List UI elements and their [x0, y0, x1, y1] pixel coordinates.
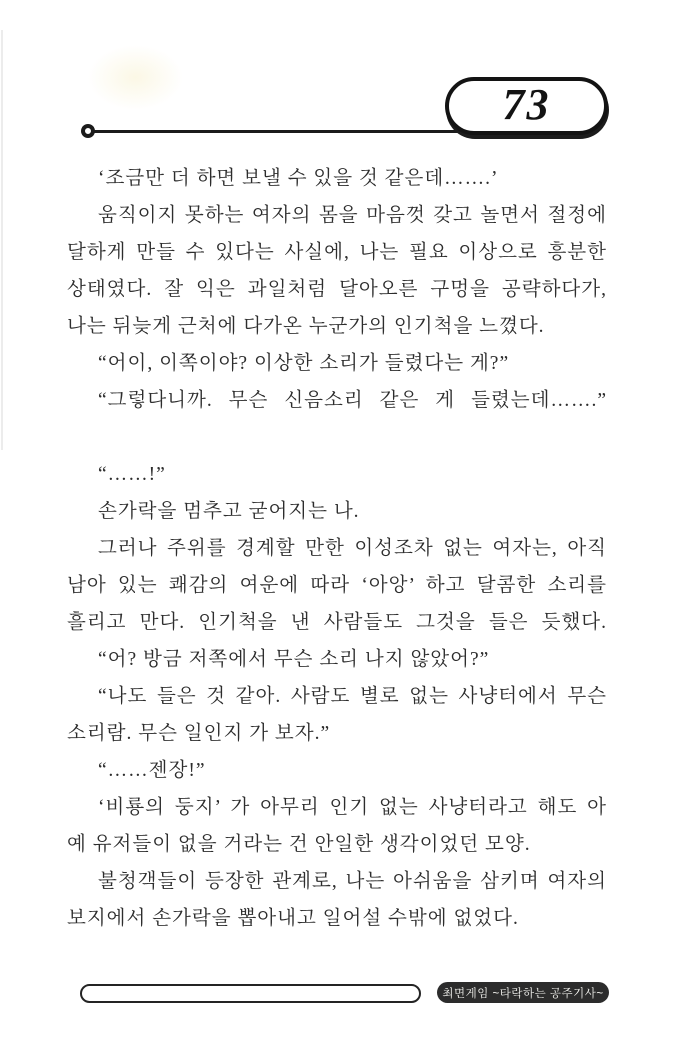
- text-line: 나는 뒤늦게 근처에 다가온 누군가의 인기척을 느꼈다.: [67, 316, 545, 337]
- text-line: 달하게 만들 수 있다는 사실에, 나는 필요 이상으로 흥분한: [67, 242, 607, 263]
- text-line: ‘조금만 더 하면 보낼 수 있을 것 같은데…….’: [98, 168, 499, 189]
- blank-line: [67, 419, 607, 456]
- text-line: 소리람. 무슨 일인지 가 보자.”: [67, 723, 331, 744]
- page-number-badge: [445, 77, 608, 135]
- text-line: “나도 들은 것 같아. 사람도 별로 없는 사냥터에서 무슨: [98, 686, 607, 707]
- scan-edge-artifact: [1, 30, 3, 450]
- series-title: 최면게임 ~타락하는 공주기사~: [442, 987, 604, 1000]
- text-line: 흘리고 만다. 인기척을 낸 사람들도 그것을 들은 듯했다.: [67, 612, 607, 633]
- page-number: 73: [502, 79, 551, 129]
- footer-rule-capsule: [80, 984, 421, 1003]
- text-line: 예 유저들이 없을 거라는 건 안일한 생각이었던 모양.: [67, 834, 531, 855]
- series-title-badge: [437, 982, 609, 1003]
- text-line: “……젠장!”: [98, 760, 206, 781]
- text-line: ‘비룡의 둥지’ 가 아무리 인기 없는 사냥터라고 해도 아: [98, 797, 607, 818]
- scan-smudge: [88, 45, 183, 110]
- text-line: 상태였다. 잘 익은 과일처럼 달아오른 구멍을 공략하다가,: [67, 279, 607, 300]
- text-line: 보지에서 손가락을 뽑아내고 일어설 수밖에 없었다.: [67, 908, 519, 929]
- text-line: 남아 있는 쾌감의 여운에 따라 ‘아앙’ 하고 달콤한 소리를: [67, 575, 607, 596]
- header-rule: [88, 130, 470, 133]
- header-rule-endpoint-ring: [81, 124, 95, 138]
- text-line: “……!”: [98, 464, 166, 485]
- body-text: [67, 160, 607, 937]
- text-line: “어? 방금 저쪽에서 무슨 소리 나지 않았어?”: [98, 649, 490, 670]
- text-line: 그러나 주위를 경계할 만한 이성조차 없는 여자는, 아직: [98, 538, 607, 559]
- text-line: 손가락을 멈추고 굳어지는 나.: [98, 501, 360, 522]
- text-line: 움직이지 못하는 여자의 몸을 마음껏 갖고 놀면서 절정에: [98, 205, 607, 226]
- text-line: “어이, 이쪽이야? 이상한 소리가 들렸다는 게?”: [98, 353, 510, 374]
- text-line: “그렇다니까. 무슨 신음소리 같은 게 들렸는데…….”: [98, 390, 607, 411]
- text-line: 불청객들이 등장한 관계로, 나는 아쉬움을 삼키며 여자의: [98, 871, 607, 892]
